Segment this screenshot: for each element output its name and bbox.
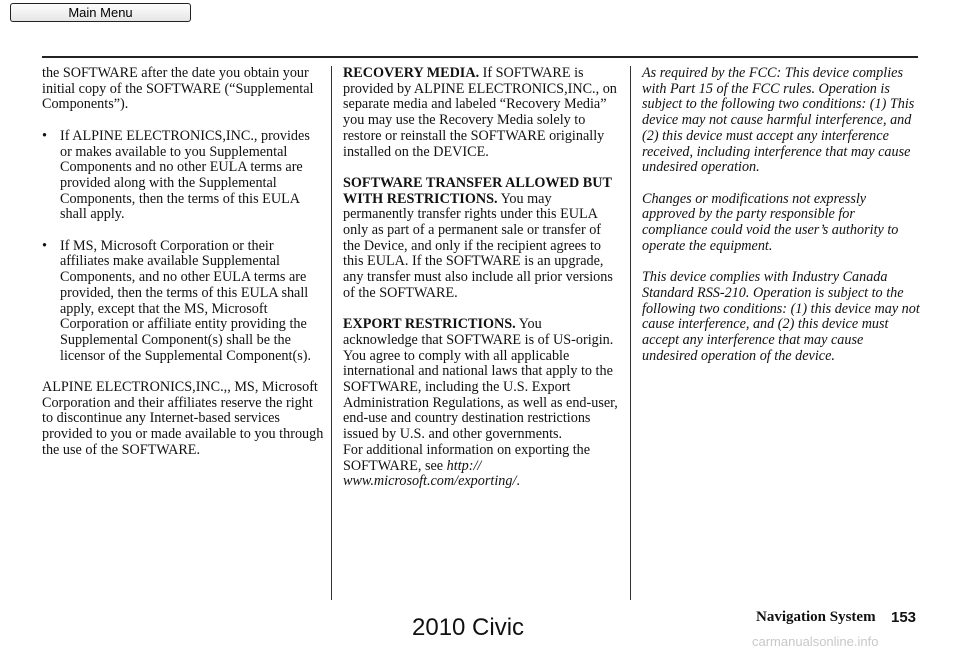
export-info-text: For additional information on exporting the SOFTWARE, see — [343, 441, 591, 474]
column-3 — [642, 66, 922, 380]
fcc-statement: As required by the FCC: This device complies with Part 15 of the FCC rules. Operation is subject to the following two conditions: (1) This device may not cause harmful interference, and (2) this device must accept any interference received, including interference that may cause undesired operation. — [642, 65, 915, 176]
bullet-item-ms — [42, 239, 324, 365]
header-rule — [42, 56, 918, 58]
software-transfer-body: You may permanently transfer rights under this EULA only as part of a permanent sale or transfer of the Device, and only if the recipient agrees to this EULA. If the SOFTWARE is an upgrade, any transfer must also include all prior versions of the SOFTWARE. — [343, 190, 613, 301]
page-number: 153 — [891, 609, 917, 626]
fcc-modifications-warning: Changes or modifications not expressly approved by the party responsible for compliance could void the user’s authority to operate the equipment. — [642, 190, 899, 254]
export-info-paragraph — [343, 443, 619, 490]
main-menu-button[interactable]: Main Menu — [10, 3, 191, 22]
recovery-media-heading: RECOVERY MEDIA. — [343, 65, 480, 81]
section-title: Navigation System — [756, 609, 876, 625]
closing-paragraph: ALPINE ELECTRONICS,INC.,, MS, Microsoft Corporation and their affiliates reserve the right to discontinue any Internet-based services provided to you or made available to you through the use of the SOFTWARE. — [42, 379, 324, 458]
software-transfer-heading: SOFTWARE TRANSFER ALLOWED BUT WITH RESTRICTIONS. — [343, 174, 612, 207]
bullet-item-alpine — [42, 129, 324, 223]
column-divider — [630, 66, 631, 600]
export-info-end: . — [516, 473, 520, 490]
export-restrictions-heading: EXPORT RESTRICTIONS. — [343, 316, 516, 333]
industry-canada-statement: This device complies with Industry Canada Standard RSS-210. Operation is subject to the following two conditions: (1) this device may not cause interference, and (2) this device must accept any interference that may cause undesired operation of the device. — [642, 269, 920, 364]
software-transfer-section — [343, 176, 619, 302]
export-restrictions-body: You acknowledge that SOFTWARE is of US-origin. You agree to comply with all applicable international and national laws that apply to the SOFTWARE, including the U.S. Export Administration Regulations, as well as end-user, end-use and country destination restrictions issued by U.S. and other governments. — [343, 316, 618, 443]
intro-paragraph: the SOFTWARE after the date you obtain your initial copy of the SOFTWARE (“Supplemental Components”). — [42, 65, 314, 113]
bullet-text: If MS, Microsoft Corporation or their affiliates make available Supplemental Components, and no other EULA terms are provided, then the terms of this EULA shall apply, except that the MS, Microsoft Corporation or affiliate entity providing the Supplemental Component(s) shall be the licensor of the Supplemental Component(s). — [60, 237, 311, 364]
column-1 — [42, 66, 324, 474]
recovery-media-section — [343, 66, 619, 160]
export-restrictions-section — [343, 317, 619, 443]
watermark-text: 2010 Civic — [412, 614, 525, 641]
watermark-url: carmanualsonline.info — [752, 634, 879, 649]
column-2 — [343, 66, 619, 506]
bullet-dot: • — [42, 237, 47, 254]
bullet-dot: • — [42, 127, 47, 144]
column-divider — [331, 66, 332, 600]
recovery-media-body: If SOFTWARE is provided by ALPINE ELECTRONICS,INC., on separate media and labeled “Recovery Media” you may use the Recovery Media solely to restore or reinstall the SOFTWARE originally installed on the DEVICE. — [343, 65, 617, 160]
export-info-link[interactable]: http:// www.microsoft.com/exporting/ — [343, 457, 517, 490]
bullet-text: If ALPINE ELECTRONICS,INC., provides or makes available to you Supplemental Components and no other EULA terms are provided along with the Supplemental Components, then the terms of this EULA shall apply. — [60, 127, 310, 223]
